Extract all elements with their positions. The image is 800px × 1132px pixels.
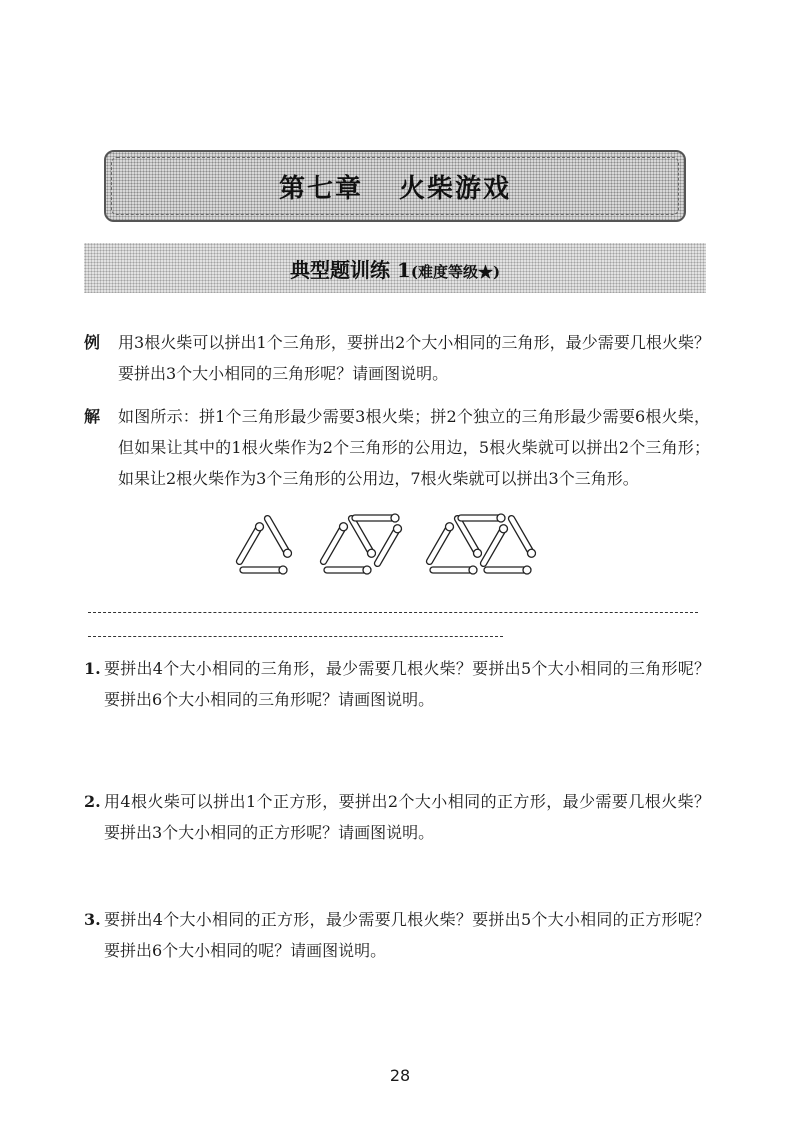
section-name: 典型题训练 1 — [289, 257, 411, 282]
answer-divider-line-short — [88, 636, 503, 637]
question-number: 3. — [84, 910, 101, 929]
solution-label: 解 — [84, 407, 101, 426]
section-title — [290, 254, 500, 283]
solution-text: 如图所示：拼1个三角形最少需要3根火柴；拼2个独立的三角形最少需要6根火柴，但如果让其中的1根火柴作为2个三角形的公用边，5根火柴就可以拼出2个三角形；如果让2根火柴作为3个三角形的公用边，7根火柴就可以拼出3个三角形。 — [118, 407, 710, 488]
chapter-number: 第七章 — [278, 173, 363, 204]
difficulty-label: (难度等级★) — [410, 262, 501, 281]
question-text: 要拼出4个大小相同的三角形，最少需要几根火柴？要拼出5个大小相同的三角形呢？要拼出6个大小相同的三角形呢？请画图说明。 — [104, 659, 710, 709]
triangle-three-sticks — [235, 514, 293, 574]
example-text: 用3根火柴可以拼出1个三角形，要拼出2个大小相同的三角形，最少需要几根火柴？要拼出3个大小相同的三角形呢？请画图说明。 — [118, 333, 710, 383]
answer-divider-line — [88, 612, 698, 613]
three-triangles-seven-sticks — [425, 514, 537, 574]
two-triangles-five-sticks — [319, 514, 403, 574]
question-3 — [84, 904, 710, 966]
example-block — [84, 327, 710, 389]
question-2 — [84, 786, 710, 848]
chapter-banner — [104, 150, 686, 222]
chapter-name: 火柴游戏 — [399, 173, 512, 204]
question-1 — [84, 653, 710, 715]
question-number: 1. — [84, 659, 101, 678]
example-label: 例 — [84, 333, 101, 352]
matchstick-triangles-figure — [230, 512, 560, 582]
chapter-title — [279, 168, 511, 205]
question-text: 用4根火柴可以拼出1个正方形，要拼出2个大小相同的正方形，最少需要几根火柴？要拼出3个大小相同的正方形呢？请画图说明。 — [104, 792, 710, 842]
solution-block — [84, 401, 710, 494]
page-number: 28 — [389, 1066, 411, 1085]
question-number: 2. — [84, 792, 101, 811]
question-text: 要拼出4个大小相同的正方形，最少需要几根火柴？要拼出5个大小相同的正方形呢？要拼出6个大小相同的呢？请画图说明。 — [104, 910, 710, 960]
section-banner — [84, 243, 706, 293]
